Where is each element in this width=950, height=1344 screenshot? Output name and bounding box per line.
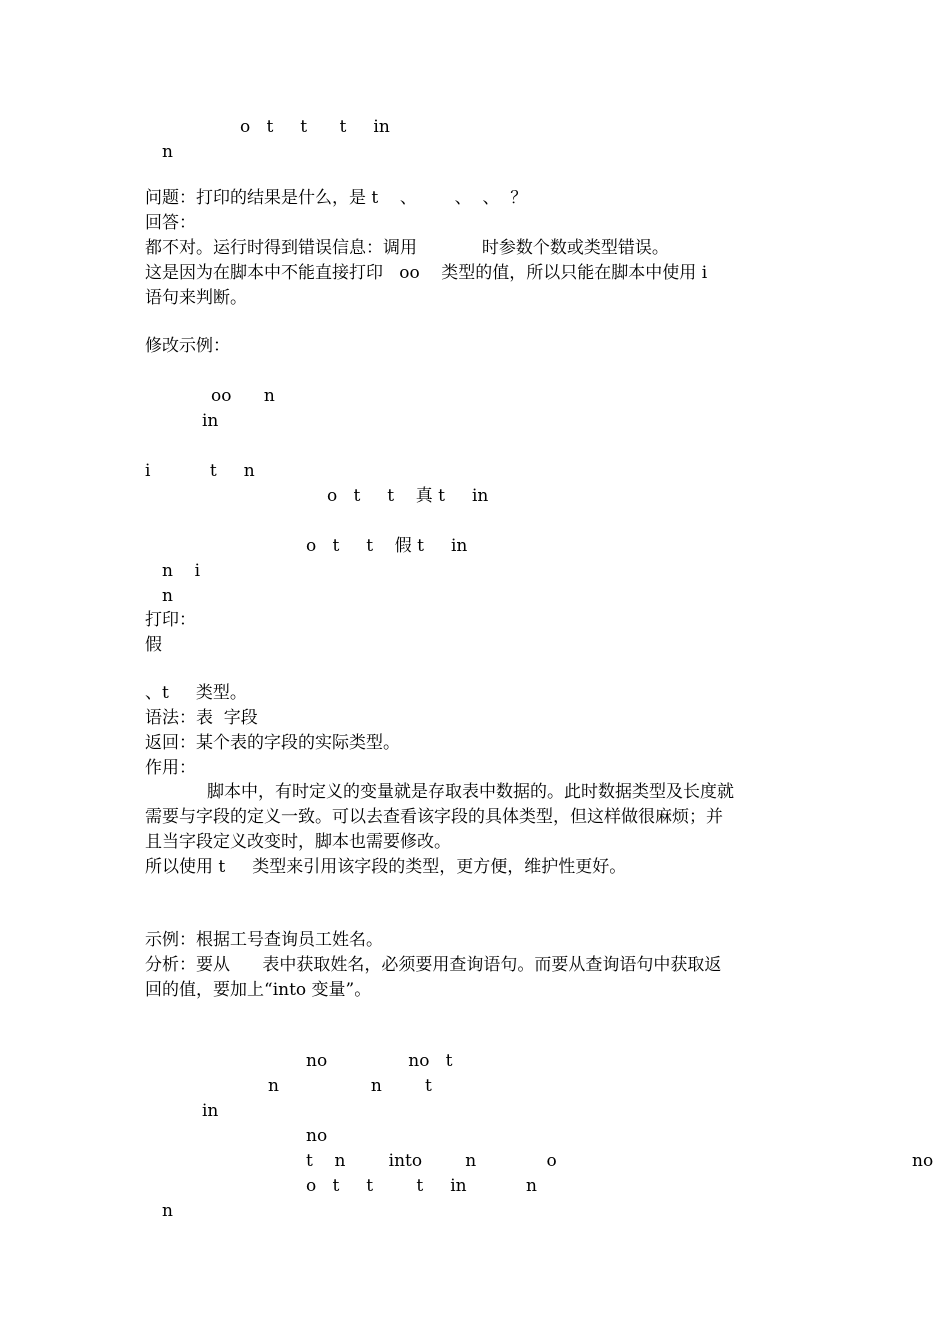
- code-line-11: n n t: [268, 1076, 432, 1096]
- text-line-answer-label: 回答：: [145, 213, 196, 233]
- text-line-question: 问题：打印的结果是什么，是 t 、 、 、 ？: [145, 188, 528, 208]
- text-line-example-2: 示例：根据工号查询员工姓名。: [145, 930, 383, 950]
- text-line-usage-3: 且当字段定义改变时，脚本也需要修改。: [145, 832, 451, 852]
- code-line-6: o t t 真 t in: [327, 486, 489, 506]
- code-line-8: n i: [162, 561, 201, 581]
- text-line-print-label: 打印：: [145, 610, 196, 630]
- code-line-2: n: [162, 142, 173, 162]
- code-line-4: in: [202, 411, 219, 431]
- text-line-print-result: 假: [145, 635, 162, 655]
- code-line-9: n: [162, 586, 173, 606]
- text-line-example-label: 修改示例：: [145, 336, 230, 356]
- code-line-3: oo n: [211, 386, 275, 406]
- text-line-usage-4: 所以使用 t 类型来引用该字段的类型，更方便，维护性更好。: [145, 857, 627, 877]
- text-line-usage-1: 脚本中，有时定义的变量就是存取表中数据的。此时数据类型及长度就: [207, 782, 734, 802]
- text-line-usage-label: 作用：: [145, 758, 196, 778]
- code-line-16: n: [162, 1201, 173, 1221]
- text-line-analysis-2: 回的值，要加上“into 变量”。: [145, 980, 372, 1000]
- text-line-answer-3: 语句来判断。: [145, 288, 247, 308]
- code-line-13: no: [306, 1126, 328, 1146]
- text-line-usage-2: 需要与字段的定义一致。可以去查看该字段的具体类型，但这样做很麻烦；并: [145, 807, 723, 827]
- code-line-1: o t t t in: [240, 117, 390, 137]
- code-line-15: o t t t in n: [306, 1176, 537, 1196]
- code-line-14: t n into n o: [306, 1151, 557, 1171]
- text-line-analysis-1: 分析：要从 表中获取姓名，必须要用查询语句。而要从查询语句中获取返: [145, 955, 722, 975]
- text-line-return: 返回：某个表的字段的实际类型。: [145, 733, 400, 753]
- code-line-14-tail: no: [912, 1151, 934, 1171]
- section-heading-type: 、t 类型。: [145, 683, 247, 703]
- code-line-7: o t t 假 t in: [306, 536, 468, 556]
- code-line-10: no no t: [306, 1051, 453, 1071]
- text-line-syntax: 语法：表 字段: [145, 708, 258, 728]
- text-line-answer-1: 都不对。运行时得到错误信息：调用 时参数个数或类型错误。: [145, 238, 669, 258]
- text-line-answer-2: 这是因为在脚本中不能直接打印 oo 类型的值，所以只能在脚本中使用 i: [145, 263, 708, 283]
- code-line-12: in: [202, 1101, 219, 1121]
- code-line-5: i t n: [145, 461, 255, 481]
